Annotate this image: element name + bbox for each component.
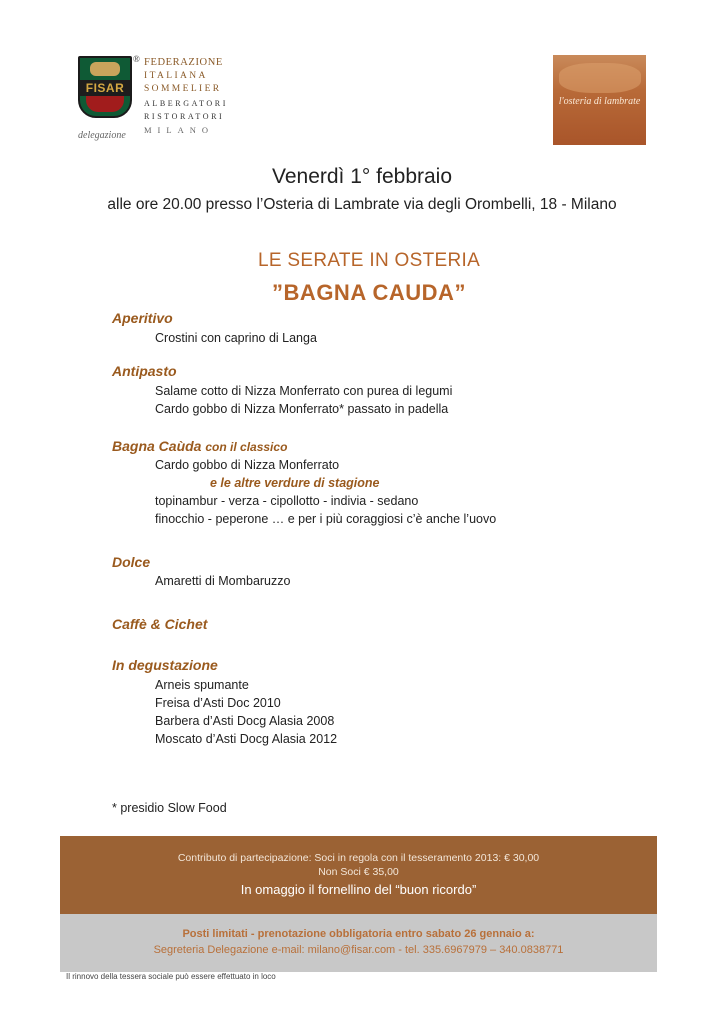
fisar-name <box>144 56 228 137</box>
wine-item: Moscato d’Asti Docg Alasia 2012 <box>155 732 338 746</box>
course-title-text: Bagna Caùda <box>112 438 202 454</box>
fisar-shield-icon <box>78 56 132 118</box>
fisar-logo <box>78 54 228 146</box>
registered-mark: ® <box>133 54 140 64</box>
renewal-note: Il rinnovo della tessera sociale può essere effettuato in loco <box>66 972 276 981</box>
menu-item: Crostini con caprino di Langa <box>155 331 317 345</box>
footnote: * presidio Slow Food <box>112 801 227 815</box>
menu-item: Cardo gobbo di Nizza Monferrato* passato in padella <box>155 402 449 416</box>
menu-item: topinambur - verza - cipollotto - indivia - sedano <box>155 494 419 508</box>
delegazione-label: delegazione <box>78 130 126 141</box>
wine-item: Arneis spumante <box>155 678 249 692</box>
event-venue: alle ore 20.00 presso l’Osteria di Lambrate via degli Orombelli, 18 - Milano <box>107 196 617 213</box>
course-title-aperitivo: Aperitivo <box>112 310 173 326</box>
osteria-logo <box>553 55 646 145</box>
event-date: Venerdì 1° febbraio <box>271 165 453 188</box>
course-title-caffe: Caffè & Cichet <box>112 616 208 632</box>
fisar-line: MILANO <box>144 124 214 135</box>
wine-item: Barbera d’Asti Docg Alasia 2008 <box>155 714 335 728</box>
menu-item: Cardo gobbo di Nizza Monferrato <box>155 458 340 472</box>
osteria-logo-label: l'osteria di lambrate <box>558 96 641 107</box>
menu-item-accent: e le altre verdure di stagione <box>210 476 380 490</box>
fee-gift-line: In omaggio il fornellino del “buon ricordo” <box>240 882 477 897</box>
fee-box <box>60 836 657 914</box>
menu-item: Salame cotto di Nizza Monferrato con purea di legumi <box>155 384 453 398</box>
fee-nonsoci-line: Non Soci € 35,00 <box>318 866 399 878</box>
booking-contact: Segreteria Delegazione e-mail: milano@fisar.com - tel. 335.6967979 – 340.0838771 <box>153 944 564 956</box>
fisar-line: FEDERAZIONE <box>144 57 223 68</box>
course-title-bagna-cauda <box>112 438 287 454</box>
course-title-antipasto: Antipasto <box>112 363 177 379</box>
course-title-dolce: Dolce <box>112 554 151 570</box>
wine-item: Freisa d’Asti Doc 2010 <box>155 696 281 710</box>
fisar-line: ALBERGATORI <box>144 98 229 108</box>
booking-deadline: Posti limitati - prenotazione obbligatoria entro sabato 26 gennaio a: <box>182 928 535 940</box>
event-series-title: LE SERATE IN OSTERIA <box>257 250 481 271</box>
fisar-line: RISTORATORI <box>144 112 225 121</box>
menu-item: finocchio - peperone … e per i più coraggiosi c’è anche l’uovo <box>155 512 497 526</box>
course-title-degustazione: In degustazione <box>112 657 218 673</box>
fisar-line: SOMMELIER <box>144 84 222 94</box>
booking-box <box>60 914 657 972</box>
fisar-line: ITALIANA <box>144 70 208 81</box>
menu-item: Amaretti di Mombaruzzo <box>155 574 291 588</box>
fee-price-line: Contributo di partecipazione: Soci in regola con il tesseramento 2013: € 30,00 <box>177 852 540 864</box>
course-subtitle: con il classico <box>205 440 288 454</box>
fisar-shield-text: FISAR <box>85 81 125 95</box>
event-title: ”BAGNA CAUDA” <box>272 280 466 305</box>
